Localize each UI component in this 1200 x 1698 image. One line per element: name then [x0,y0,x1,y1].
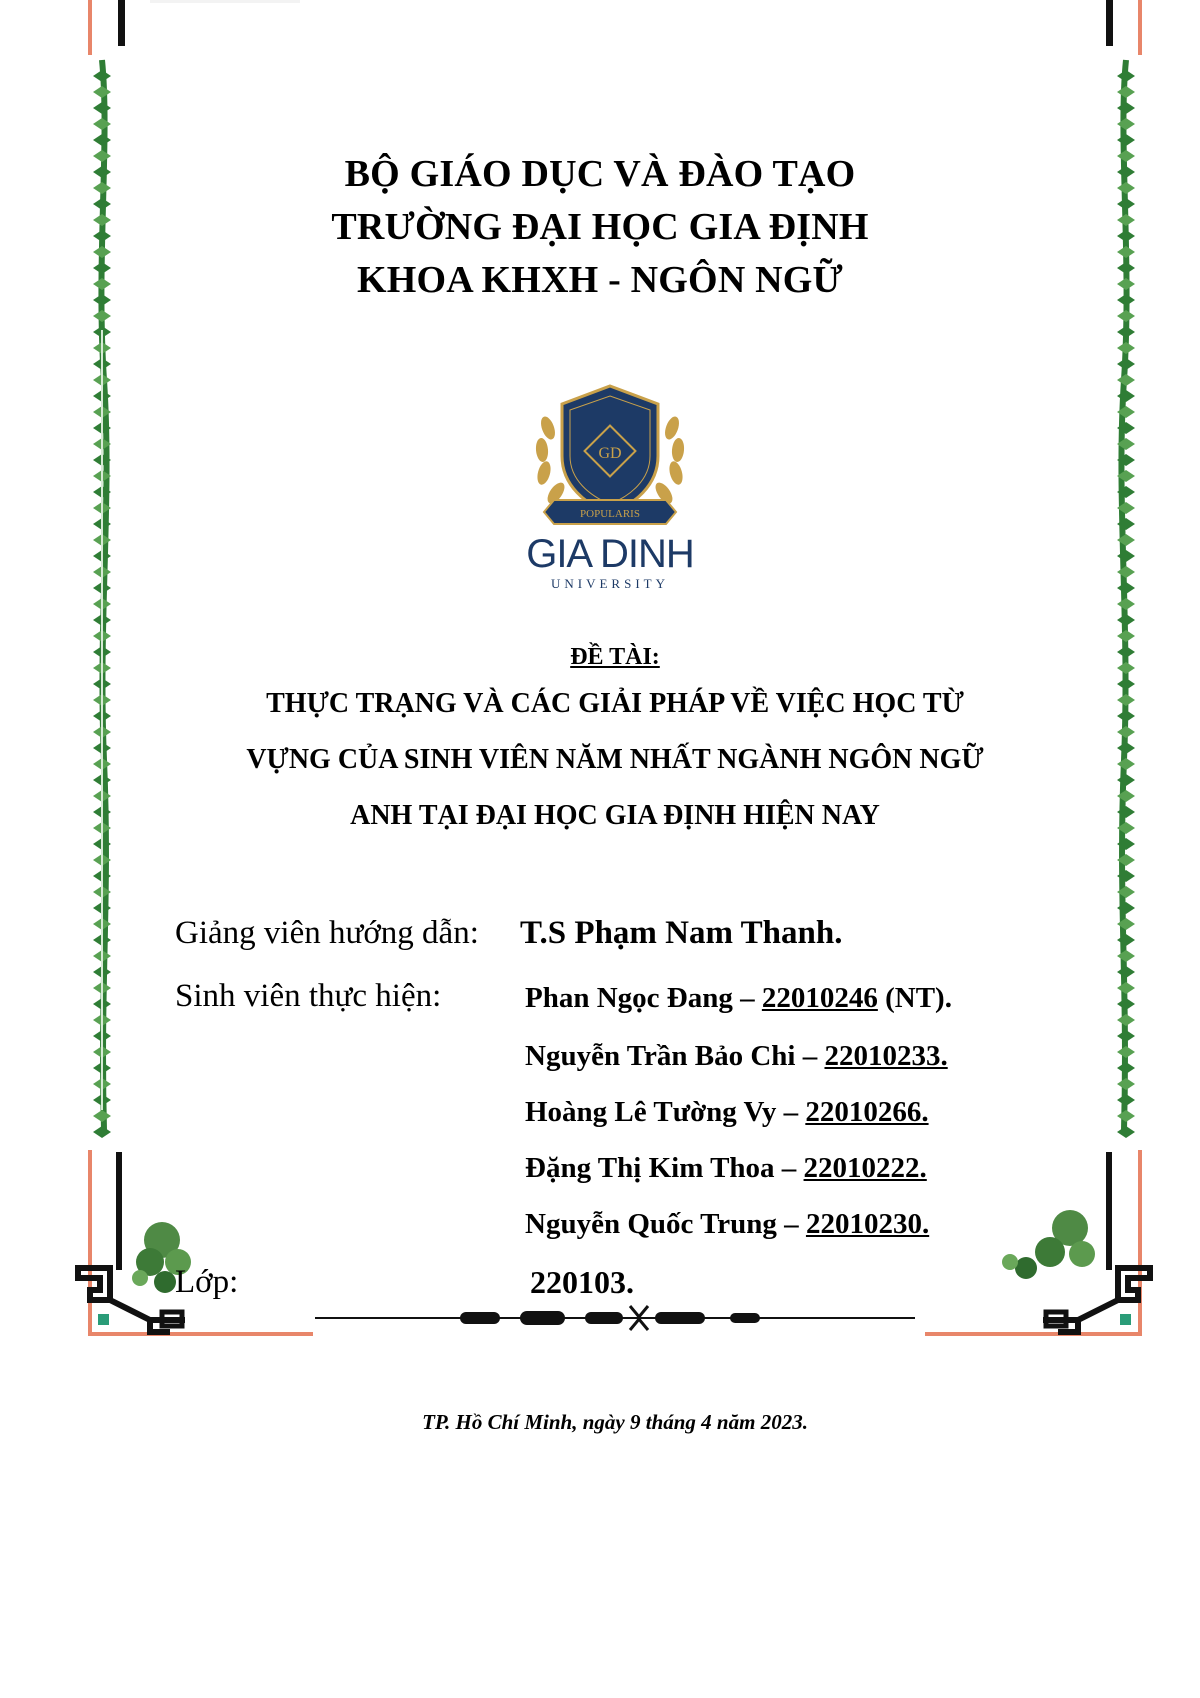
vine-leaf [1117,1094,1135,1106]
student-entry [525,1096,929,1129]
vine-leaf [1117,1014,1135,1026]
vine-leaf [1117,950,1135,962]
student-id: 22010246 [761,982,878,1014]
vine-leaf [1117,1062,1135,1074]
top-right-corner [1106,0,1142,55]
vine-leaf [1117,358,1135,370]
vine-leaf [1117,1030,1135,1042]
institution-header [0,148,1200,307]
vine-leaf [1117,1110,1135,1122]
advisor-label: Giảng viên hướng dẫn: [175,915,479,951]
logo-monogram: GD [598,445,622,462]
vine-leaf [1117,966,1135,978]
student-entry [525,1040,948,1073]
vine-leaf [1117,1078,1135,1090]
vine-leaf [1117,310,1135,322]
vine-leaf [1117,342,1135,354]
university-title: TRƯỜNG ĐẠI HỌC GIA ĐỊNH [331,206,869,248]
student-name: Hoàng Lê Tường Vy – [525,1096,806,1128]
ministry-title: BỘ GIÁO DỤC VÀ ĐÀO TẠO [344,153,856,195]
vine-leaf [1117,118,1135,130]
vine-leaf [1117,630,1135,642]
logo-subtitle: UNIVERSITY [551,576,669,591]
vine-leaf [1117,918,1135,930]
vine-leaf [1117,70,1135,82]
student-id: 22010266. [805,1096,929,1128]
class-value: 220103. [530,1264,634,1300]
students-label: Sinh viên thực hiện: [175,978,442,1014]
student-id: 22010222. [803,1152,927,1184]
bottom-divider [315,1306,915,1330]
class-label: Lớp: [175,1264,239,1300]
vine-leaf [1117,134,1135,146]
logo-wordmark: GIA DINH [526,532,694,576]
vine-leaf [1117,326,1135,338]
logo-ribbon-text: POPULARIS [580,508,640,520]
vine-leaf [1117,614,1135,626]
topic-line-2: VỰNG CỦA SINH VIÊN NĂM NHẤT NGÀNH NGÔN NGỮ [246,744,984,775]
vine-leaf [93,310,111,322]
university-logo-emblem [530,378,690,538]
topic-line-1: THỰC TRẠNG VÀ CÁC GIẢI PHÁP VỀ VIỆC HỌC TỪ [266,688,964,719]
topic-label: ĐỀ TÀI: [570,644,660,670]
vine-leaf [1117,934,1135,946]
student-id: 22010230. [805,1208,930,1240]
student-id: 22010233. [824,1040,948,1072]
date-line: TP. Hồ Chí Minh, ngày 9 tháng 4 năm 2023. [422,1410,808,1434]
vine-leaf [1117,598,1135,610]
vine-leaf [93,134,111,146]
advisor-name: T.S Phạm Nam Thanh. [520,915,843,951]
bottom-left-corner [78,1150,313,1336]
student-entry [525,1152,927,1185]
vine-leaf [93,102,111,114]
bottom-right-corner [925,1150,1150,1336]
top-left-corner [88,0,300,55]
vine-leaf [1117,1046,1135,1058]
vine-leaf [1117,998,1135,1010]
student-entry [525,1208,929,1241]
student-entry [525,982,952,1015]
vine-leaf [1117,1126,1135,1138]
vine-leaf [93,118,111,130]
vine-leaf [1117,726,1135,738]
student-name: Nguyễn Quốc Trung – [525,1208,806,1240]
topic-line-3: ANH TẠI ĐẠI HỌC GIA ĐỊNH HIỆN NAY [350,800,880,831]
vine-leaf [93,1126,111,1138]
vine-leaf [1117,102,1135,114]
vine-leaf [1117,374,1135,386]
student-suffix: (NT). [877,982,952,1014]
vine-leaf [93,70,111,82]
vine-leaf [1117,982,1135,994]
student-name: Đặng Thị Kim Thoa – [525,1152,804,1184]
faculty-title: KHOA KHXH - NGÔN NGỮ [356,259,844,301]
vine-leaf [93,86,111,98]
student-name: Nguyễn Trần Bảo Chi – [525,1040,825,1072]
vine-leaf [1117,86,1135,98]
student-name: Phan Ngọc Đang – [525,982,762,1014]
vine-leaf [1117,390,1135,402]
vine-leaf [93,1110,111,1122]
